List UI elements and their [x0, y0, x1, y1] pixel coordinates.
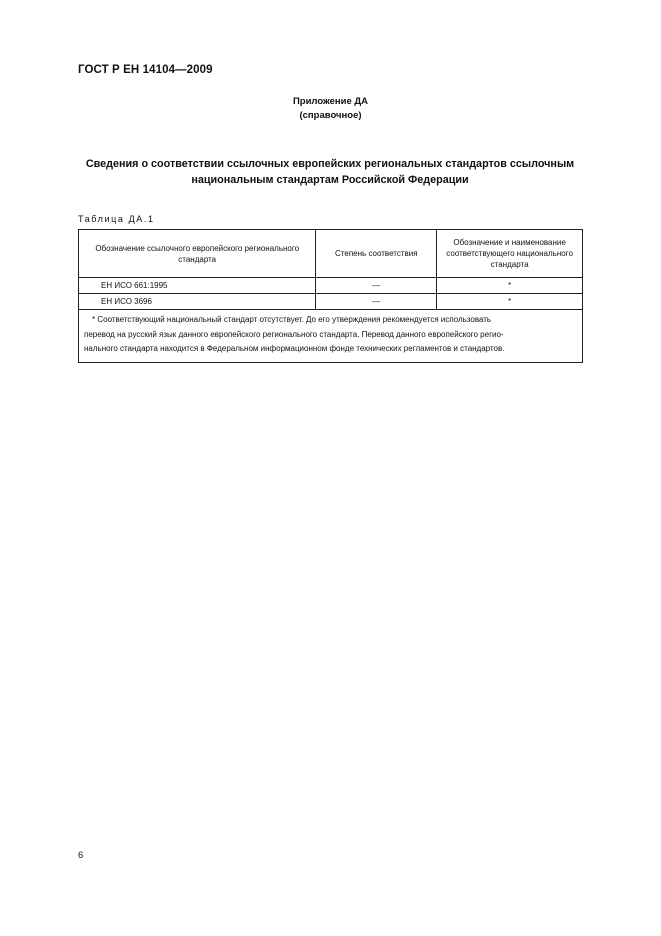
annex-title: Приложение ДА	[292, 96, 369, 107]
row-national-standard: *	[437, 294, 583, 310]
table-footnote-row	[79, 310, 583, 363]
column-header-national-standard: Обозначение и наименование соответствующего национального стандарта	[437, 230, 583, 278]
document-code: ГОСТ Р ЕН 14104—2009	[78, 64, 213, 76]
table-row	[79, 294, 583, 310]
column-header-degree: Степень соответствия	[316, 230, 437, 278]
footnote-line-2: перевод на русский язык данного европейского регионального стандарта. Перевод данного европейского регио-	[84, 329, 504, 339]
heading-line-2: национальным стандартам Российской Федерации	[191, 174, 469, 186]
table-footnote	[79, 310, 583, 363]
table-caption: Таблица ДА.1	[78, 214, 155, 224]
table-header-row	[79, 230, 583, 278]
row-degree: —	[316, 294, 437, 310]
row-national-standard: *	[437, 278, 583, 294]
row-designation: ЕН ИСО 3696	[79, 294, 316, 310]
reference-table	[78, 229, 583, 363]
row-degree: —	[316, 278, 437, 294]
row-designation: ЕН ИСО 661:1995	[79, 278, 316, 294]
footnote-line-1: * Соответствующий национальный стандарт отсутствует. До его утверждения рекомендуется использовать	[92, 315, 492, 324]
heading-line-1: Сведения о соответствии ссылочных европейских региональных стандартов ссылочным	[85, 158, 575, 170]
section-heading	[78, 156, 582, 188]
table-row	[79, 278, 583, 294]
page-number: 6	[78, 850, 84, 861]
annex-type: (справочное)	[299, 110, 362, 121]
footnote-line-3: нального стандарта находится в Федеральном информационном фонде технических регламентов и стандартов.	[84, 344, 505, 353]
column-header-designation: Обозначение ссылочного европейского регионального стандарта	[79, 230, 316, 278]
